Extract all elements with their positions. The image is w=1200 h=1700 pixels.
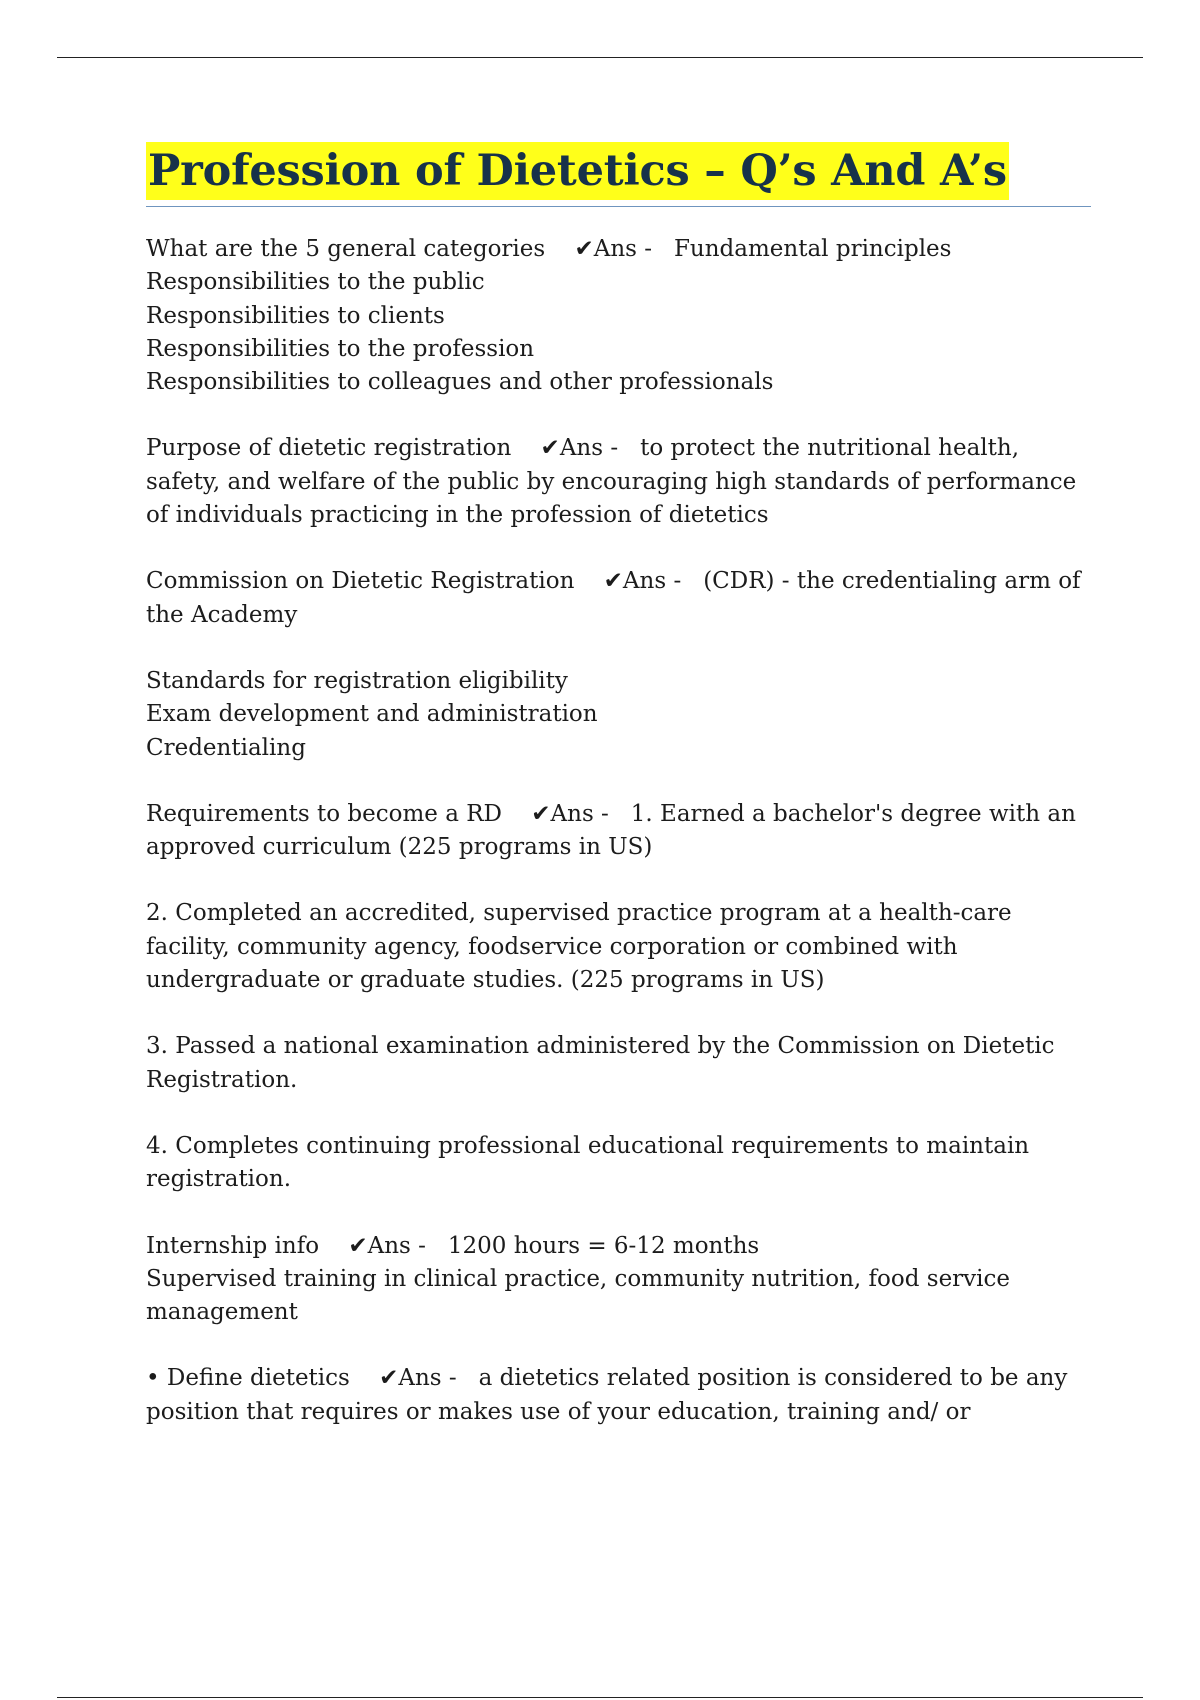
qa-item-rd-requirements — [146, 798, 1091, 865]
page-title: Profession of Dietetics – Q’s And A’s — [146, 142, 1009, 200]
document-body — [146, 142, 1091, 1462]
qa-item-categories — [146, 233, 1091, 399]
question: Internship info — [146, 1232, 320, 1259]
answer-line: Responsibilities to the public — [146, 269, 485, 296]
question: Purpose of dietetic registration — [146, 435, 512, 462]
rd-step-3: 3. Passed a national examination administered by the Commission on Dietetic Registration. — [146, 1033, 1055, 1093]
answer: (CDR) - the credentialing arm of the Academy — [146, 568, 1081, 628]
answer-marker: ✔Ans - — [574, 236, 653, 262]
answer-marker: ✔Ans - — [603, 568, 682, 595]
cdr-list — [146, 665, 1091, 765]
question: Requirements to become a RD — [146, 800, 502, 827]
answer: a dietetics related position is considered to be any position that requires or makes use of your education, training and/ or — [146, 1365, 1068, 1425]
title-block — [146, 142, 1091, 207]
qa-item-define-dietetics — [146, 1362, 1091, 1429]
question: • Define dietetics — [146, 1365, 350, 1392]
answer: to protect the nutritional health, safety, and welfare of the public by encouraging high standards of performance of individuals practicing in the profession of dietetics — [146, 435, 1077, 529]
question: What are the 5 general categories — [146, 236, 546, 262]
top-rule — [57, 57, 1143, 58]
answer-marker: ✔Ans - — [531, 800, 609, 827]
answer-line: Supervised training in clinical practice, community nutrition, food service management — [146, 1265, 1011, 1326]
rd-step-4: 4. Completes continuing professional educational requirements to maintain registration. — [146, 1132, 1030, 1193]
qa-item-internship — [146, 1230, 1091, 1330]
list-item: Standards for registration eligibility — [146, 667, 568, 694]
bottom-rule — [57, 1697, 1143, 1698]
answer-marker: ✔Ans - — [379, 1365, 457, 1392]
rd-step-2: 2. Completed an accredited, supervised practice program at a health-care facility, community agency, foodservice corporation or combined with undergraduate or graduate studies. (225 programs in US) — [146, 900, 1012, 994]
answer: 1200 hours = 6-12 months — [447, 1232, 760, 1259]
list-item: Credentialing — [146, 734, 306, 761]
answer-marker: ✔Ans - — [348, 1232, 426, 1259]
question: Commission on Dietetic Registration — [146, 568, 575, 595]
answer-marker: ✔Ans - — [540, 435, 619, 462]
list-item: Exam development and administration — [146, 701, 598, 728]
answer-line: Responsibilities to clients — [146, 302, 445, 329]
answer-line: Responsibilities to the profession — [146, 335, 535, 362]
answer: 1. Earned a bachelor's degree with an approved curriculum (225 programs in US) — [146, 800, 1076, 861]
qa-item-cdr — [146, 565, 1091, 632]
qa-item-registration-purpose — [146, 432, 1091, 532]
answer: Fundamental principles — [673, 236, 952, 262]
answer-line: Responsibilities to colleagues and other professionals — [146, 369, 774, 396]
